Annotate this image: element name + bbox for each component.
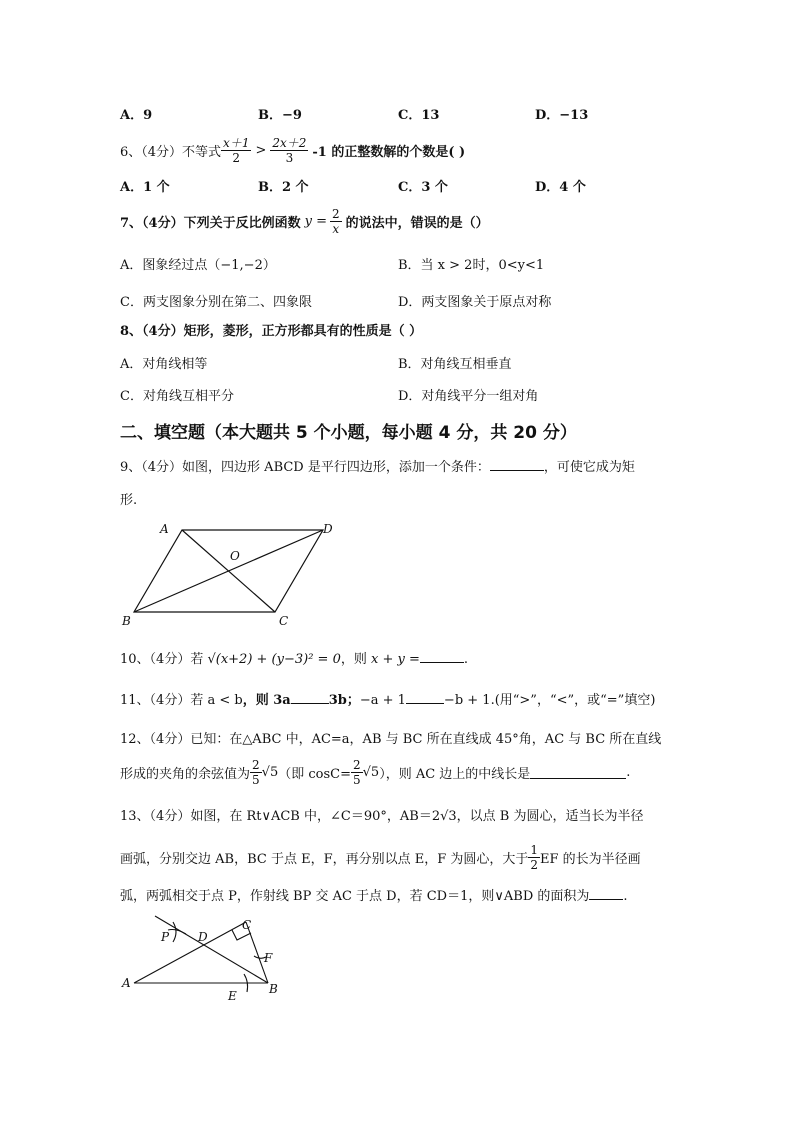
q7-suffix: 的说法中，错误的是（） [345, 215, 489, 231]
point-label-e: E [228, 989, 237, 1003]
point-label-c: C [242, 918, 252, 932]
q13-half-num: 1 [530, 842, 539, 857]
q5-option-c: C．13 [398, 108, 440, 123]
q5-option-a: A．9 [120, 108, 153, 123]
q6-option-b: B．2 个 [258, 180, 309, 195]
question-9-line1 [120, 456, 635, 475]
q12-cos-den: 5 [352, 772, 361, 787]
q7-option-d: D．两支图象关于原点对称 [398, 295, 552, 310]
q6-frac1-num: x＋1 [223, 135, 250, 150]
vertex-label-d: D [323, 522, 333, 536]
q6-frac1-den: 2 [232, 150, 241, 165]
q9-text-a: 9、（4分）如图，四边形 ABCD 是平行四边形，添加一个条件： [120, 460, 490, 475]
q7-option-c: C．两支图象分别在第二、四象限 [120, 295, 312, 310]
arc-p-1 [173, 922, 176, 942]
q12-text-b: （即 cosC= [278, 766, 351, 782]
q12-text-c: ），则 AC 边上的中线长是 [379, 766, 531, 782]
q9-text-b: ，可使它成为矩 [543, 460, 635, 475]
q13-text-d: EF 的长为半径画 [540, 851, 641, 867]
question-10 [120, 648, 468, 667]
question-9-line2: 形. [120, 493, 138, 508]
q13-text-c: 画弧，分别交边 AB，BC 于点 E，F，再分别以点 E，F 为圆心，大于 [120, 851, 529, 867]
q10-end: . [463, 652, 468, 667]
q13-answer-blank [589, 886, 623, 900]
point-label-a: A [122, 976, 131, 990]
q11-condition: a < b [207, 693, 243, 708]
q7-frac-den: x [332, 221, 340, 236]
point-label-b: B [269, 982, 278, 996]
q12-cos-root: √5 [362, 764, 380, 780]
question-12-line1: 12、（4分）已知：在△ABC 中，AC=a，AB 与 BC 所在直线成 45°角，AC 与 BC 所在直线 [120, 732, 662, 747]
point-label-f: F [264, 951, 273, 965]
q6-frac2-den: 3 [285, 150, 294, 165]
diagonal-bd [134, 530, 323, 612]
question-13-line2 [120, 837, 641, 877]
question-13-line3 [120, 885, 628, 904]
q7-func-lhs: y = [304, 213, 327, 229]
q10-prefix: 10、（4分）若 [120, 652, 204, 667]
point-label-p: P [161, 930, 170, 944]
q6-frac2-num: 2x＋2 [272, 135, 307, 150]
question-6 [120, 132, 465, 168]
q13-root: √3 [440, 809, 457, 824]
q11-blank-2 [406, 690, 444, 704]
parallelogram-figure [118, 518, 348, 630]
q5-option-d: D．−13 [535, 108, 589, 123]
q11-part-3: −a + 1 [359, 693, 406, 708]
q5-option-b: B．−9 [258, 108, 302, 123]
q6-fraction-2 [270, 136, 308, 165]
q6-prefix: 6、（4分）不等式 [120, 144, 222, 160]
q6-option-d: D．4 个 [535, 180, 586, 195]
q11-blank-1 [291, 690, 329, 704]
q13-text-a: 13、（4分）如图，在 Rt∨ACB 中，∠C＝90°，AB＝2 [120, 809, 441, 824]
q12-coef-num: 2 [252, 757, 260, 772]
q8-option-b: B．对角线互相垂直 [398, 357, 512, 372]
center-label-o: O [230, 549, 240, 563]
q13-end: . [623, 889, 628, 904]
q13-text-b: ，以点 B 为圆心，适当长为半径 [456, 809, 644, 824]
q10-expression: x + y = [371, 652, 420, 667]
q12-root: √5 [261, 764, 279, 780]
q6-option-a: A．1 个 [120, 180, 170, 195]
q6-option-c: C．3 个 [398, 180, 448, 195]
q10-answer-blank [420, 649, 464, 663]
vertex-label-b: B [122, 614, 131, 628]
q6-suffix: ‑1 的正整数解的个数是( ) [312, 144, 466, 160]
question-13-line1 [120, 805, 643, 824]
q7-option-b: B．当 x > 2时，0<y<1 [398, 258, 545, 273]
section-2-title: 二、填空题（本大题共 5 个小题，每小题 4 分，共 20 分） [120, 423, 577, 443]
question-8: 8、（4分）矩形，菱形，正方形都具有的性质是（ ） [120, 324, 423, 339]
q11-prefix: 11、（4分）若 [120, 693, 204, 708]
q13-text-e: 弧，两弧相交于点 P，作射线 BP 交 AC 于点 D，若 CD＝1，则∨ABD 的面积为 [120, 889, 590, 904]
vertex-label-c: C [279, 614, 289, 628]
q8-option-c: C．对角线互相平分 [120, 389, 234, 404]
q13-half-fraction [528, 843, 540, 872]
side-ac [134, 922, 246, 983]
q12-coef-den: 5 [252, 772, 260, 787]
q11-part-4: −b + 1.(用“>”，“<”，或“=”填空) [443, 693, 656, 708]
q12-cos-num: 2 [352, 757, 361, 772]
q12-cos-fraction [351, 758, 363, 787]
q8-option-a: A．对角线相等 [120, 357, 208, 372]
question-11 [120, 689, 655, 708]
q10-equation: √(x+2) + (y−3)² = 0 [207, 652, 341, 667]
q12-answer-blank [530, 765, 626, 779]
q11-part-2: 3b； [328, 693, 360, 708]
q7-frac-num: 2 [331, 206, 340, 221]
point-label-d: D [198, 930, 208, 944]
question-12-line2 [120, 755, 630, 789]
q7-prefix: 7、（4分）下列关于反比例函数 [120, 215, 301, 231]
q6-gt: > [255, 142, 267, 158]
q9-answer-blank [490, 457, 544, 471]
vertex-label-a: A [160, 522, 169, 536]
q8-option-d: D．对角线平分一组对角 [398, 389, 539, 404]
q10-mid: ，则 [340, 652, 367, 667]
q12-coef-fraction [250, 758, 262, 787]
q7-option-a: A．图象经过点（−1,−2） [120, 258, 276, 273]
q7-fraction [330, 207, 342, 236]
question-7 [120, 202, 489, 240]
q13-half-den: 2 [530, 857, 539, 872]
q11-part-1: ，则 3a [242, 693, 291, 708]
triangle-construction-figure [118, 910, 288, 1008]
q12-end: . [626, 764, 631, 780]
q6-fraction-1 [221, 136, 251, 165]
q12-text-a: 形成的夹角的余弦值为 [120, 766, 251, 782]
